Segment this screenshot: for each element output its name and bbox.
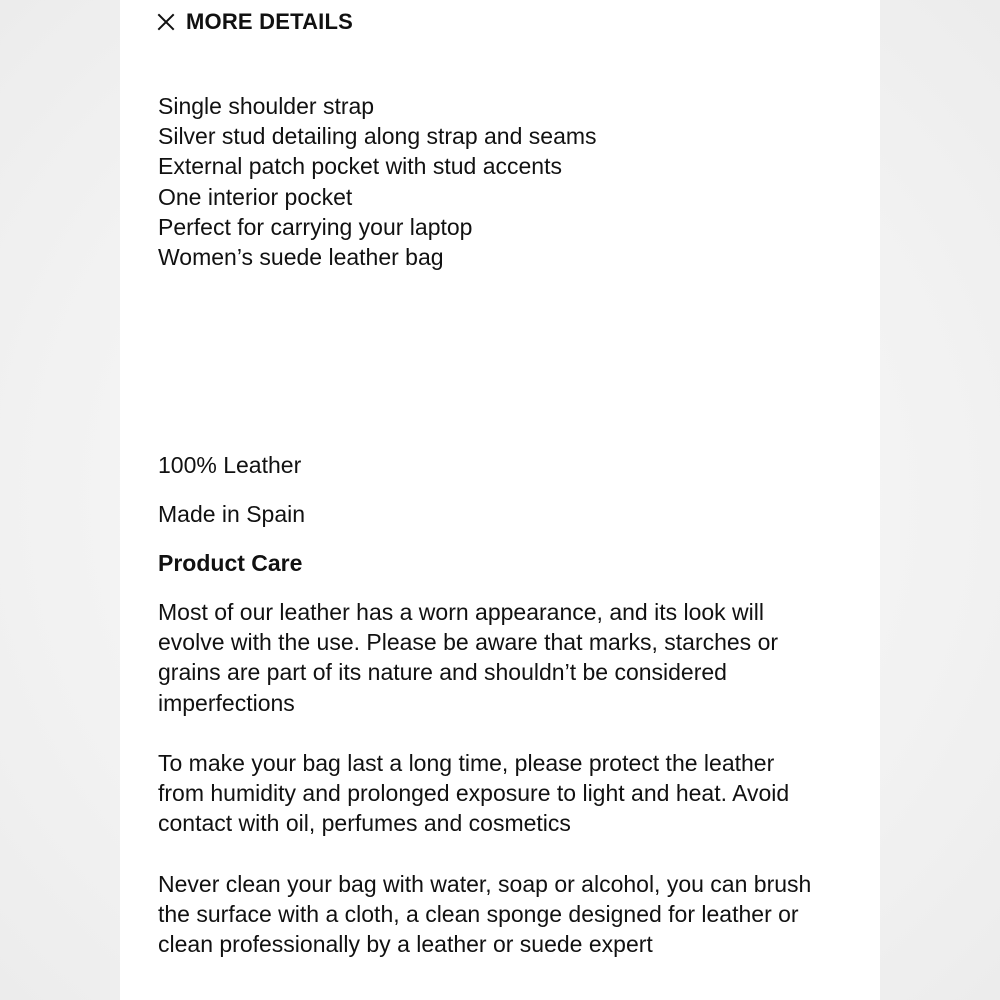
care-paragraph-3 — [158, 869, 858, 960]
list-item: Perfect for carrying your laptop — [158, 213, 473, 240]
care-paragraph-2 — [158, 748, 858, 839]
care-line: To make your bag last a long time, please protect the leather — [158, 750, 775, 776]
list-item: Silver stud detailing along strap and seams — [158, 123, 597, 150]
close-icon[interactable] — [156, 12, 176, 32]
care-line: grains are part of its nature and shouldn’t be considered — [158, 659, 727, 686]
close-more-details-button[interactable] — [156, 6, 353, 38]
care-line: from humidity and prolonged exposure to light and heat. Avoid — [158, 780, 790, 807]
composition-text: 100% Leather — [158, 452, 302, 478]
care-line: evolve with the use. Please be aware that marks, starches or — [158, 629, 779, 656]
list-item: Single shoulder strap — [158, 93, 375, 119]
origin-text: Made in Spain — [158, 501, 306, 527]
care-line: the surface with a cloth, a clean sponge designed for leather or — [158, 901, 799, 928]
list-item: Women’s suede leather bag — [158, 244, 444, 271]
care-line: Most of our leather has a worn appearance, and its look will — [158, 599, 764, 625]
care-line: clean professionally by a leather or suede expert — [158, 931, 653, 958]
care-paragraph-1 — [158, 597, 858, 718]
list-item: External patch pocket with stud accents — [158, 153, 562, 180]
list-item: One interior pocket — [158, 183, 353, 210]
care-line: imperfections — [158, 689, 295, 716]
panel-title: MORE DETAILS — [186, 9, 353, 34]
care-line: Never clean your bag with water, soap or alcohol, you can brush — [158, 871, 812, 897]
product-care-heading: Product Care — [158, 550, 303, 576]
feature-list — [158, 91, 597, 272]
care-line: contact with oil, perfumes and cosmetics — [158, 810, 571, 837]
more-details-panel — [120, 0, 880, 1000]
